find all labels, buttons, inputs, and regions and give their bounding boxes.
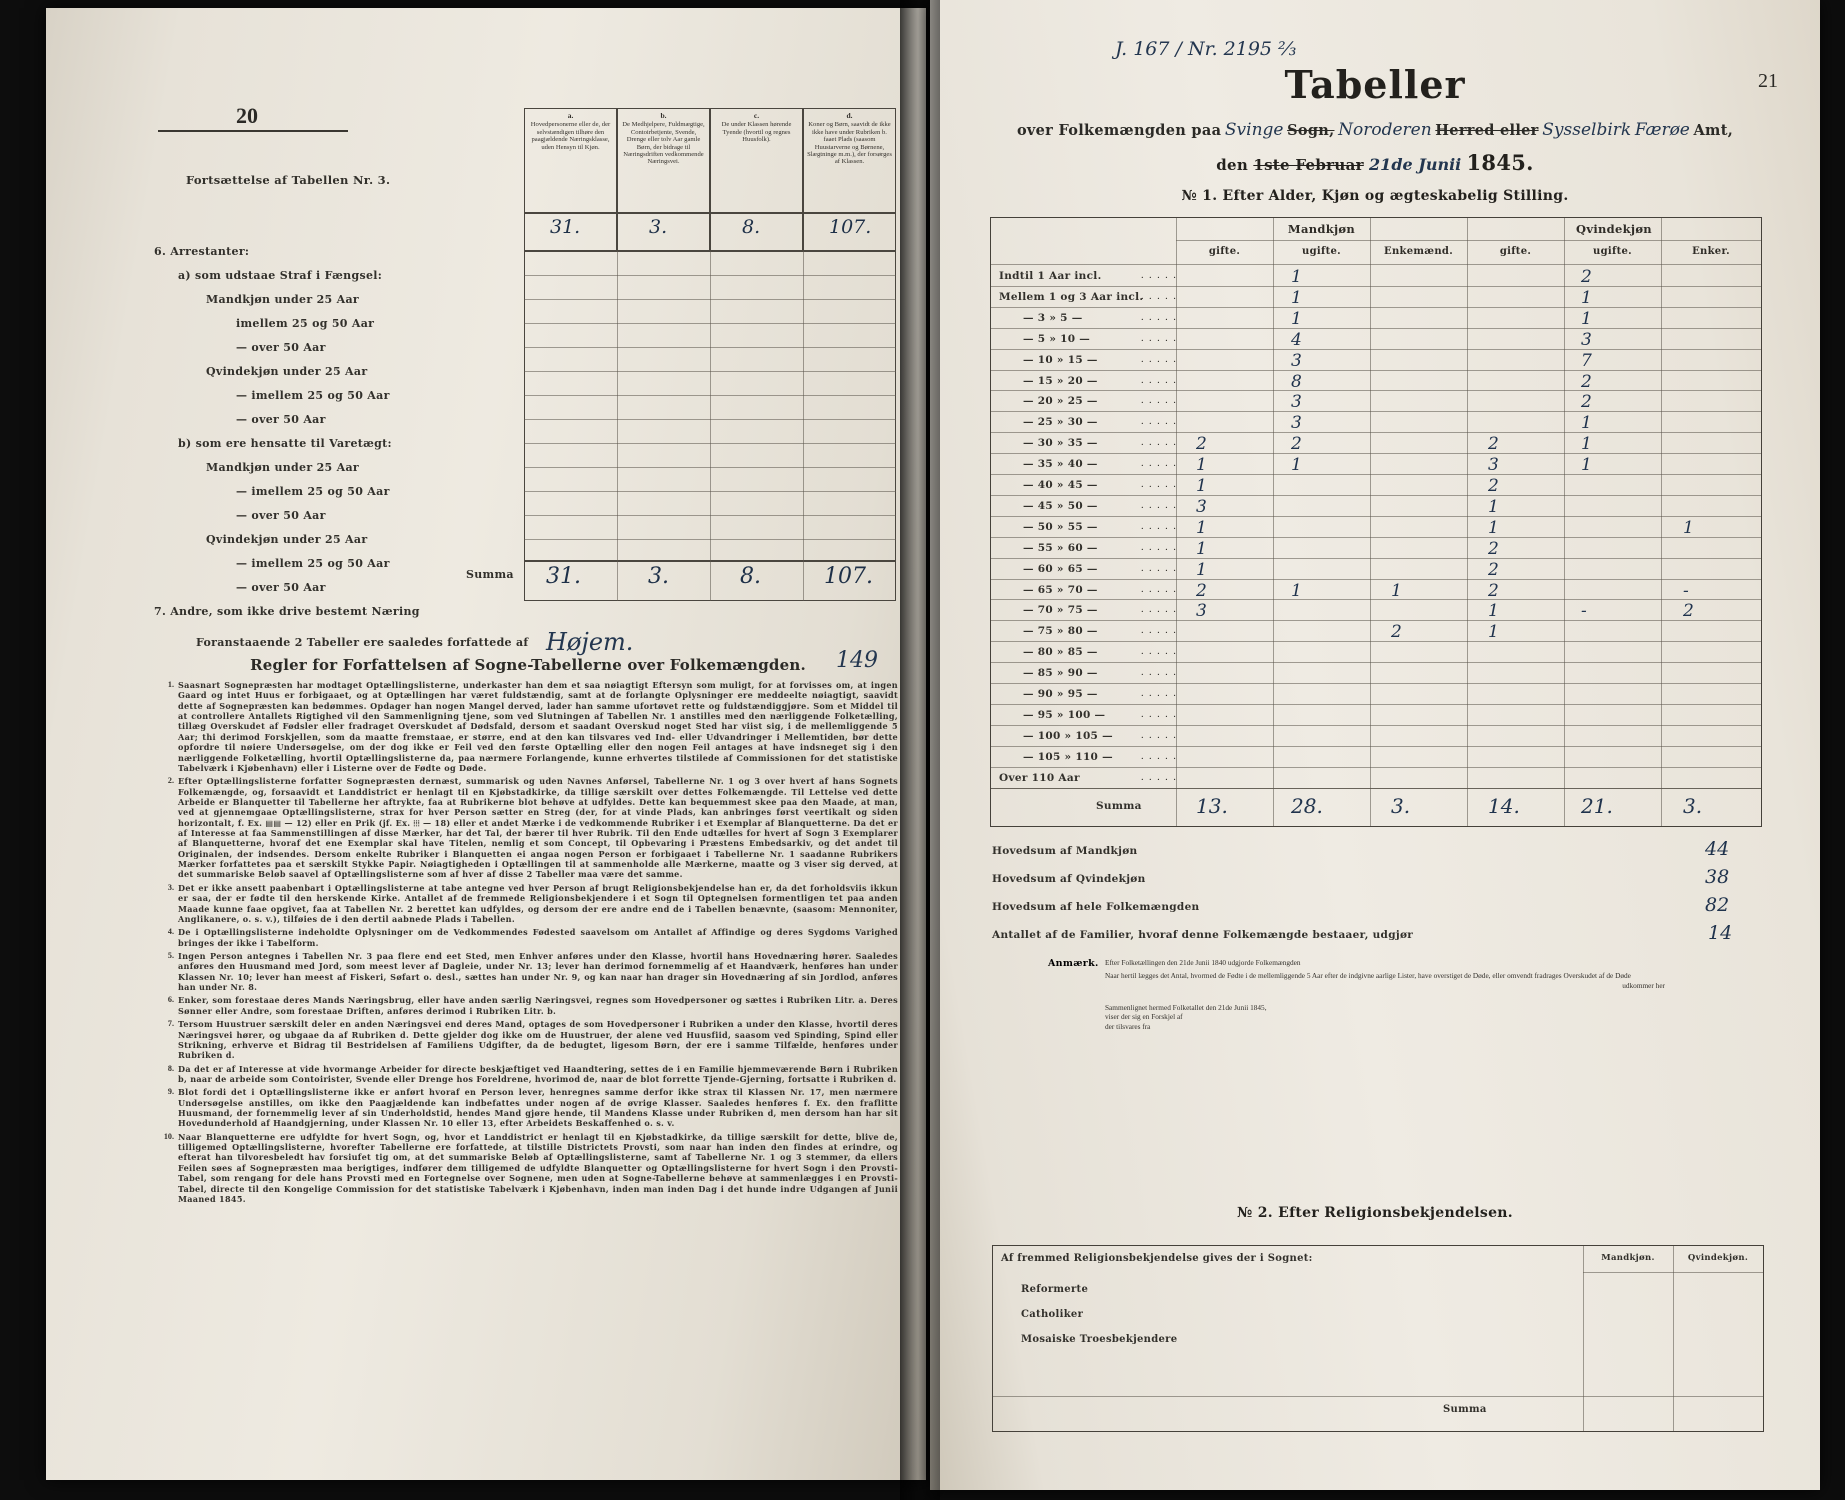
age-row-label: — 15 » 20 —: [1023, 374, 1098, 387]
age-row-label: — 5 » 10 —: [1023, 332, 1091, 345]
rule-text: Det er ikke ansett paabenbart i Optællingslisterne at tabe antegne ved hver Person af brugt Religionsbekjendelse han er, da det forholdsviis ikkun er saa, der er fødte til den herskende Kirke. Antallet af de fremmede Religionsbekjendere i et Sogn til Optegnelsen formentligen tet paa anden Maade kunne faae opgivet, faa at Tabellen Nr. 2 berettet kan udfyldes, og dersom der ere andre end de i Tabellen benævnte, (saasom: Mennoniter, Anglikanere, o. s. v.), tilføies de i den dertil aabnede Plads i Tabellen.: [178, 882, 898, 924]
continuation-caption: Fortsættelse af Tabellen Nr. 3.: [186, 173, 391, 187]
col-header-male-married: gifte.: [1208, 246, 1241, 257]
rule-text: Efter Optællingslisterne forfatter Sognepræsten dernæst, summarisk og uden Navnes Anførsel, Tabellerne Nr. 1 og 3 over hvert af hans Sognets Folkemængde, og, forsaavidt et Landdistrict er henlagt til en Kjøbstadkirke, da tillige særskilt over dettes Folkemængde. Til Lettelse ved dette Arbeide er Blanquetter til Tabellerne her aftrykte, faa at Rubrikerne blot behøve at udfyldes. Dette kan bequemmest skee paa den Maade, at man, ved at gjennemgaae Optællingslisterne, strax for hver Person sætter en Streg (der, for at vinde Plads, kan anbringes først veertikalt og siden horizontalt, f. Ex. ▤▤ — 12) eller en Prik (jf. Ex. ⦙⦙⦙ — 18) eller et andet Mærke i de vedkommende Rubriker i et Exemplar af Blanquetterne. Da det er af Interesse at faa Sammenstillingen af disse Mærker, har det Tal, der bærer til hver Rubrik. Til den Ende udtælles for hvert af Sogn 3 Exemplarer af Blanquetterne, hvoraf det ene Exemplar skal have Titelen, nemlig et som Concept, til Opbevaring i Præstens Embedsarkiv, og det andet til Originalen, der indsendes. Dersom enkelte Rubriker i Blanquetten ei angaa nogen Person er forbigaaet i Tabellerne Nr. 1 saadanne Rubrikers Mærker forfattetes paa et særskilt Stykke Papir. Nøiagtigheden i Optællingen til at sammenholde alle Mærkerne, maatte og 3 viser sig derved, at det summariske Beløb saavel af Optællingslisterne som af hver af disse 2 Tabeller maa være det samme.: [178, 776, 898, 880]
age-row-value: 4: [1291, 329, 1302, 350]
age-row-value: 3: [1291, 413, 1302, 434]
summa-value-female-unmarried: 21.: [1581, 794, 1613, 818]
age-row-label: — 100 » 105 —: [1023, 729, 1113, 742]
summa-value-a: 31.: [546, 564, 581, 589]
leader-dots: . . . . .: [1141, 270, 1178, 281]
religion-intro: Af fremmed Religionsbekjendelse gives der i Sognet:: [1001, 1253, 1313, 1264]
header-value-d: 107.: [829, 216, 872, 238]
rule-text: Tersom Huustruer særskilt deler en anden Næringsvei end deres Mand, optages de som Hovedpersoner i Rubriken a under den Klasse, hvortil deres Næringsvei hører, og ubgaae da af Rubriken d. Dette gjelder dog ikke om de Huustruer, der alene ved Huusfiid, saasom ved Spinding, Spind eller Strikning, erhverve et Bidrag til Bestridelsen af Familiens Udgifter, da de bedugtet, ligesom Børn, der ere i samme Tilfælde, henføres under Rubriken d.: [178, 1019, 898, 1061]
table-row: 6. Arrestanter:: [154, 245, 250, 258]
age-row-value: 1: [1581, 455, 1592, 476]
age-row-label: — 105 » 110 —: [1023, 750, 1113, 763]
leader-dots: . . . . .: [1141, 771, 1178, 783]
table-row: 7. Andre, som ikke drive bestemt Næring: [154, 605, 420, 618]
right-page-sheet: [930, 0, 1820, 1490]
religion-summa-label: Summa: [1443, 1404, 1487, 1415]
age-row-value: 1: [1291, 267, 1302, 287]
age-row-value: 2: [1581, 371, 1592, 392]
age-row-value: 2: [1488, 559, 1499, 580]
age-row-value: 2: [1291, 434, 1302, 455]
table-row: — imellem 25 og 50 Aar: [236, 389, 390, 402]
subtitle-strike-sogn: Sogn,: [1287, 122, 1335, 139]
section-1-title: № 1. Efter Alder, Kjøn og ægteskabelig Stilling.: [1181, 188, 1569, 204]
rule-text: Ingen Person antegnes i Tabellen Nr. 3 paa flere end eet Sted, men Enhver anføres under den Klasse, hvortil hans Hovednæring hører. Saaledes anføres den Huusmand med Jord, som meest lever af Dagleie, under Nr. 13; lever han derimod fornemmelig af et Haandværk, henføres han under Klassen Nr. 10; lever han meest af Fiskeri, Søfart o. desl., sættes han under Nr. 9, og kan naar han drager sin Hovednæring af sin Jordlod, anføres han under Nr. 8.: [178, 950, 898, 993]
age-row-label: Mellem 1 og 3 Aar incl.: [999, 290, 1144, 303]
note-line: Sammenlignet hermed Folketallet den 21de Junii 1845,: [1105, 1002, 1267, 1012]
age-row-value: 1: [1683, 517, 1694, 538]
age-row-value: 2: [1488, 476, 1499, 496]
note-line: udkommer her: [1622, 980, 1665, 990]
age-row-value: 1: [1196, 455, 1207, 476]
age-row-label: — 45 » 50 —: [1023, 499, 1098, 512]
age-row-label: — 60 » 65 —: [1023, 562, 1098, 575]
col-header-widower: Enkemænd.: [1384, 246, 1453, 257]
leader-dots: . . . . .: [1141, 688, 1178, 699]
rules-section: [158, 656, 898, 1207]
age-row-label: — 3 » 5 —: [1023, 311, 1083, 324]
rule-text: De i Optællingslisterne indeholdte Oplysninger om de Vedkommendes Fødested saavelsom om Antallet af Affindige og deres Sygdoms Varighed bringes der ikke i Tabelform.: [178, 927, 898, 948]
summa-value-c: 8.: [740, 564, 761, 589]
leader-dots: . . . . .: [1141, 604, 1178, 616]
leader-dots: . . . . .: [1141, 395, 1178, 407]
table-row: Qvindekjøn under 25 Aar: [206, 365, 368, 378]
subtitle-hand-syssel: Sysselbirk: [1542, 120, 1632, 140]
table-row: Mandkjøn under 25 Aar: [206, 461, 359, 474]
age-row-label: — 75 » 80 —: [1023, 625, 1098, 638]
col-header-widow: Enker.: [1692, 246, 1730, 257]
rule-item: 5. Ingen Person antegnes i Tabellen Nr. 3 paa flere end eet Sted, men Enhver anføres under den Klasse, hvortil hans Hovednæring hører. Saaledes anføres den Huusmand med Jord, som meest lever af Dagleie, under Nr. 13; lever han derimod fornemmelig af et Haandværk, henføres han under Klassen Nr. 10; lever han meest af Fiskeri, Søfart o. desl., sættes han under Nr. 9, og kan naar han drager sin Hovednæring af sin Jordlod, anføres han under Nr. 8.: [167, 950, 898, 993]
age-row-value: 1: [1488, 496, 1499, 517]
age-row-label: — 25 » 30 —: [1023, 416, 1098, 429]
signature: Højem.: [546, 628, 634, 656]
leader-dots: . . . . .: [1141, 520, 1178, 532]
age-row-value: 1: [1581, 308, 1592, 329]
right-page-number: 21: [1758, 70, 1778, 92]
age-row-label: — 30 » 35 —: [1023, 437, 1098, 450]
note-line: Efter Folketællingen den 21de Junii 1840 udgjorde Folkemængden: [1105, 958, 1301, 967]
age-row-value: 1: [1581, 287, 1592, 308]
total-value-population: 82: [1705, 894, 1730, 916]
archive-note: J. 167 / Nr. 2195 ⅔: [1115, 38, 1297, 60]
leader-dots: . . . . .: [1141, 562, 1178, 574]
leader-dots: . . . . .: [1141, 708, 1178, 720]
date-year: 1845.: [1466, 150, 1534, 175]
summa-value-b: 3.: [648, 564, 669, 589]
age-row-label: — 35 » 40 —: [1023, 458, 1098, 471]
note-title: Anmærk.: [1048, 958, 1099, 969]
leader-dots: . . . . .: [1141, 583, 1178, 595]
leader-dots: . . . . .: [1141, 499, 1178, 511]
table-row: — over 50 Aar: [236, 581, 326, 594]
rule-item: 6. Enker, som forestaae deres Mands Næringsbrug, eller have anden særlig Næringsvei, regnes som Hovedpersoner og sættes i Rubriken Litr. a. Deres Sønner eller Andre, som forestaae Driften, anføres derimod i Rubriken Litr. b.: [167, 995, 898, 1016]
leader-dots: . . . . .: [1141, 479, 1178, 490]
age-row-value: 1: [1581, 413, 1592, 434]
subtitle-tail: Amt,: [1693, 122, 1734, 139]
age-row-value: 1: [1196, 476, 1207, 496]
leader-dots: . . . . .: [1141, 729, 1178, 741]
column-header-b: b. De Medhjelpere, Fuldmægtige, Contoirbetjente, Svende, Drenge eller tolv Aar gamle Børn, der bidrage til Næringsdriften vedkommende Næringsvei.: [617, 108, 710, 213]
leader-dots: . . . . .: [1141, 437, 1178, 449]
summa-label: Summa: [466, 568, 514, 581]
age-row-label: — 55 » 60 —: [1023, 541, 1098, 554]
rule-text: Blot fordi det i Optællingslisterne ikke er anført hvoraf en Person lever, henregnes samme derfor ikke strax til Klassen Nr. 17, men nærmere Undersøgelse anstilles, om ikke den Paagjældende kan indbefattes under nogen af de øvrige Klasser. Saaledes henføres f. Ex. den fraflitte Huusmand, der fornemmelig lever af sin Underholdstid, hendes Mand gjøre hende, til Mandens Klasse under Rubriken d, men dersom han har sit Hovedunderhold af Haandgjerning, under Klassen Nr. 10 eller 13, efter Arbeidets Beskaffenhed o. s. v.: [178, 1087, 898, 1129]
table-row: imellem 25 og 50 Aar: [236, 317, 375, 330]
rule-item: 8. Da det er af Interesse at vide hvormange Arbeider for directe beskjæftiget ved Haandtering, settes de i en Familie hjemmeværende Børn i Rubriken b, naar de arbeide som Contoirister, Svende eller Drenge hos Foreldrene, hvorimod de, naar de blot forrette Tjende-Gjerning, fortsatte i Rubriken d.: [167, 1063, 898, 1084]
age-row-value: 3: [1196, 601, 1207, 622]
total-label-female: Hovedsum af Qvindekjøn: [992, 873, 1146, 885]
summa-value-d: 107.: [824, 564, 873, 589]
date-prefix: den: [1216, 156, 1249, 174]
rule-text: Da det er af Interesse at vide hvormange Arbeider for directe beskjæftiget ved Haandtering, settes de i en Familie hjemmeværende Børn i Rubriken b, naar de arbeide som Contoirister, Svende eller Drenge hos Foreldrene, hvorimod de, naar de blot forrette Tjende-Gjerning, fortsatte i Rubriken d.: [178, 1063, 898, 1084]
age-row-value: 1: [1196, 559, 1207, 580]
age-row-value: 3: [1291, 350, 1302, 371]
subtitle-line: [930, 120, 1820, 140]
section-2-title: № 2. Efter Religionsbekjendelsen.: [1237, 1205, 1513, 1221]
leader-dots: . . . . .: [1141, 311, 1178, 323]
table-row: b) som ere hensatte til Varetægt:: [178, 437, 392, 450]
age-row-label: — 90 » 95 —: [1023, 688, 1098, 700]
subtitle-hand-amt: Færøe: [1634, 120, 1690, 140]
table-row: Qvindekjøn under 25 Aar: [206, 533, 368, 546]
age-row-value: 2: [1391, 622, 1402, 643]
table-row: Mandkjøn under 25 Aar: [206, 293, 359, 306]
age-row-label: — 80 » 85 —: [1023, 646, 1098, 659]
age-row-value: 2: [1488, 538, 1499, 559]
rule-text: Saasnart Sognepræsten har modtaget Optællingslisterne, underkaster han dem et saa nøiagtigt Eftersyn som muligt, for at forvisses om, at ingen Gaard og intet Huus er forbigaaet, og at Optællingen har været fuldstændig, samt at de forlangte Oplysninger ere meddeelte nøiagtigt, saavidt dette af Sognepræsten kan bedømmes. Opdager han nogen Mangel derved, lader han samme ufortøvet rette og fuldstændiggjøre. Som et Middel til at controllere Antallets Rigtighed vil den Sammenligning tjene, som ved Slutningen af Tabellen Nr. 1 anstilles med den nærliggende Folketælling, tillæg Overskudet af Fødsler eller fradraget Overskudet af Dødsfald, dersom et saadant Overskud noget Sted har viist sig, i de mellemliggende 5 Aar; thi derimod Forskjellen, som da maatte fremstaae, er større, end at den kan tilsvares ved Ind- eller Udvandringer i Mellemtiden, bør dette opfordre til nøiere Undersøgelse, om der dog ikke er Feil ved den første Optælling eller den nogen Feil antages at have indsneget sig i den nærliggende Folketælling, hvortil Optællingslisterne da, paa nærmere Forlangende, kunne erhvertes tilstilede af Commissionen for det statistiske Tabelværk i Kjøbenhavn) eller i Listerne over de Fødte og Døde.: [178, 680, 898, 773]
leader-dots: . . . . .: [1141, 290, 1178, 302]
age-row-value: 1: [1291, 580, 1302, 601]
total-label-male: Hovedsum af Mandkjøn: [992, 845, 1138, 857]
date-hand: 21de Junii: [1369, 155, 1462, 174]
age-row-label: — 65 » 70 —: [1023, 583, 1098, 596]
age-row-value: 2: [1581, 267, 1592, 287]
note-line: viser der sig en Forskjel af: [1105, 1012, 1183, 1022]
group-header-male: Mandkjøn: [1287, 222, 1356, 236]
leader-dots: . . . . .: [1141, 646, 1178, 658]
rules-title: Regler for Forfattelsen af Sogne-Tabellerne over Folkemængden.: [250, 656, 806, 674]
age-row-label: — 40 » 45 —: [1023, 479, 1098, 491]
column-header-a: a. Hovedpersonerne eller de, der selvstændigen tilhøre den paagjældende Næringsklasse, uden Hensyn til Kjøn.: [524, 108, 617, 213]
rule-item: 1. Saasnart Sognepræsten har modtaget Optællingslisterne, underkaster han dem et saa nøiagtigt Eftersyn som muligt, for at forvisses om, at ingen Gaard og intet Huus er forbigaaet, og at Optællingen har været fuldstændig, samt at de forlangte Oplysninger ere meddeelte nøiagtigt, saavidt dette af Sognepræsten kan bedømmes. Opdager han nogen Mangel derved, lader han samme ufortøvet rette og fuldstændiggjøre. Som et Middel til at controllere Antallets Rigtighed vil den Sammenligning tjene, som ved Slutningen af Tabellen Nr. 1 anstilles med den nærliggende Folketælling, tillæg Overskudet af Fødsler eller fradraget Overskudet af Dødsfald, dersom et saadant Overskud noget Sted har viist sig, i de mellemliggende 5 Aar; thi derimod Forskjellen, som da maatte fremstaae, er større, end at den kan tilsvares ved Ind- eller Udvandringer i Mellemtiden, bør dette opfordre til nøiere Undersøgelse, om der dog ikke er Feil ved den første Optælling eller den nogen Feil antages at have indsneget sig i den nærliggende Folketælling, hvortil Optællingslisterne da, paa nærmere Forlangende, kunne erhvertes tilstilede af Commissionen for det statistiske Tabelværk i Kjøbenhavn) eller i Listerne over de Fødte og Døde.: [167, 680, 898, 773]
total-label-families: Antallet af de Familier, hvoraf denne Folkemængde bestaaer, udgjør: [992, 929, 1414, 941]
total-value-male: 44: [1705, 838, 1730, 860]
age-row-value: 1: [1291, 287, 1302, 308]
table-row: — over 50 Aar: [236, 509, 326, 522]
leader-dots: . . . . .: [1141, 353, 1178, 365]
total-label-population: Hovedsum af hele Folkemængden: [992, 901, 1200, 913]
age-row-label: — 50 » 55 —: [1023, 520, 1098, 533]
religion-table: [992, 1245, 1764, 1432]
col-header-female-married: gifte.: [1499, 246, 1532, 257]
age-row-label: — 10 » 15 —: [1023, 353, 1098, 366]
age-row-value: 1: [1488, 622, 1499, 643]
age-row-value: -: [1581, 601, 1587, 622]
religion-row-mosaic: Mosaiske Troesbekjendere: [1021, 1334, 1178, 1345]
age-row-value: 2: [1488, 434, 1499, 455]
leader-dots: . . . . .: [1141, 750, 1178, 762]
column-header-c: c. De under Klassen hørende Tyende (hvortil og regnes Huusfolk).: [710, 108, 803, 213]
leader-dots: . . . . .: [1141, 374, 1178, 386]
margin-number: 149: [836, 648, 878, 673]
age-row-value: 1: [1196, 538, 1207, 559]
header-value-c: 8.: [742, 216, 761, 238]
age-row-label: — 70 » 75 —: [1023, 604, 1098, 617]
left-table-header: [524, 108, 896, 589]
total-value-female: 38: [1705, 866, 1730, 888]
rule-item: 2. Efter Optællingslisterne forfatter Sognepræsten dernæst, summarisk og uden Navnes Anførsel, Tabellerne Nr. 1 og 3 over hvert af hans Sognets Folkemængde, og, forsaavidt et Landdistrict er henlagt til en Kjøbstadkirke, da tillige særskilt over dettes Folkemængde. Til Lettelse ved dette Arbeide er Blanquetter til Tabellerne her aftrykte, faa at Rubrikerne blot behøve at udfyldes. Dette kan bequemmest skee paa den Maade, at man, ved at gjennemgaae Optællingslisterne, strax for hver Person sætter en Streg (der, for at vinde Plads, kan anbringes først veertikalt og siden horizontalt, f. Ex. ▤▤ — 12) eller en Prik (jf. Ex. ⦙⦙⦙ — 18) eller et andet Mærke i de vedkommende Rubriker i et Exemplar af Blanquetterne. Da det er af Interesse at faa Sammenstillingen af disse Mærker, har det Tal, der bærer til hver Rubrik. Til den Ende udtælles for hvert af Sogn 3 Exemplarer af Blanquetterne, hvoraf det ene Exemplar skal have Titelen, nemlig et som Concept, til Opbevaring i Præstens Embedsarkiv, og det andet til Originalen, der indsendes. Dersom enkelte Rubriker i Blanquetten ei angaa nogen Person er forbigaaet i Tabellerne Nr. 1 saadanne Rubrikers Mærker forfattetes paa et særskilt Stykke Papir. Nøiagtigheden i Optællingen til at sammenholde alle Mærkerne, maatte og 3 viser sig derved, at det summariske Beløb saavel af Optællingslisterne som af hver af disse 2 Tabeller maa være det samme.: [167, 776, 898, 880]
page-number-rule: [158, 130, 348, 132]
religion-col-female: Qvindekjøn.: [1687, 1253, 1749, 1263]
summa-value-widow: 3.: [1683, 794, 1703, 818]
note-line: Naar hertil lægges det Antal, hvormed de Fødte i de mellemliggende 5 Aar efter de indgivne aarlige Lister, have overstiget de Døde, eller omvendt fradrages Overskudet af de Døde: [1105, 970, 1631, 980]
book-gutter-shadow: [900, 0, 940, 1500]
age-row-value: 1: [1581, 434, 1592, 455]
age-row-value: 1: [1291, 455, 1302, 476]
header-value-a: 31.: [550, 216, 581, 238]
leader-dots: . . . . .: [1141, 625, 1178, 637]
age-row-value: 8: [1291, 371, 1302, 392]
religion-row-catholic: Catholiker: [1021, 1309, 1084, 1320]
leader-dots: . . . . .: [1141, 667, 1178, 679]
age-row-value: 1: [1291, 308, 1302, 329]
header-value-b: 3.: [649, 216, 668, 238]
note-line: der tilsvares fra: [1105, 1022, 1151, 1032]
age-row-label: — 85 » 90 —: [1023, 667, 1098, 680]
date-strike: 1ste Februar: [1253, 156, 1364, 174]
left-page-number: 20: [236, 103, 258, 128]
group-header-female: Qvindekjøn: [1576, 222, 1652, 236]
date-line: [930, 150, 1820, 176]
rule-text: Naar Blanquetterne ere udfyldte for hvert Sogn, og, hvor et Landdistrict er henlagt til en Kjøbstadkirke, da tillige særskilt for dette, blive de, tilligemed Optællingslisterne, hvorefter Tabellerne ere forfattede, at tilstille Districtets Provsti, som naar han inden den findes at erindre, og efterat han tilvoresbeledt hav forsiufet tig om, at det summariske Beløb af Optællingslisterne, samt af Tabellerne Nr. 1 og 3 stemmer, da ellers Feilen søes af Sognepræsten maa berigtiges, indfører dem tilligemed de udfyldte Blanquetter og Optællingslisterne for hvert Sogn i den Provsti-Tabel, som rengang for dele hans Provsti med en Fortegnelse over Sognene, men uden at Sogne-Tabellerne behøve at sammenlægges i en Provsti-Tabel, directe til den Kongelige Commission for det statistiske Tabelværk i Kjøbenhavn, inden man inden Dag i det hunde indre Udgangen af Junii Maaned 1845.: [178, 1131, 898, 1204]
age-row-value: 1: [1488, 601, 1499, 622]
table-row: — imellem 25 og 50 Aar: [236, 485, 390, 498]
age-row-value: 3: [1196, 496, 1207, 517]
table-row: — imellem 25 og 50 Aar: [236, 557, 390, 570]
age-row-label: Over 110 Aar: [999, 771, 1080, 784]
signature-line-label: Foranstaaende 2 Tabeller ere saaledes forfattede af: [196, 636, 529, 649]
age-sex-marital-table: [990, 217, 1762, 827]
page-title: Tabeller: [1284, 62, 1466, 107]
age-row-value: -: [1683, 580, 1689, 601]
age-row-label: Indtil 1 Aar incl.: [999, 270, 1102, 282]
total-value-families: 14: [1708, 922, 1733, 944]
rule-item: 9. Blot fordi det i Optællingslisterne ikke er anført hvoraf en Person lever, henregnes samme derfor ikke strax til Klassen Nr. 17, men nærmere Undersøgelse anstilles, om ikke den Paagjældende kan indbefattes under nogen af de øvrige Klasser. Saaledes henføres f. Ex. den fraflitte Huusmand, der fornemmelig lever af sin Underholdstid, hendes Mand gjøre hende, til Mandens Klasse under Rubriken d, men dersom han har sit Hovedunderhold af Haandgjerning, under Klassen Nr. 10 eller 13, efter Arbeidets Beskaffenhed o. s. v.: [167, 1087, 898, 1129]
table-row: a) som udstaae Straf i Fængsel:: [178, 269, 383, 282]
summa-value-female-married: 14.: [1488, 794, 1520, 818]
leader-dots: . . . . .: [1141, 541, 1178, 553]
age-row-value: 2: [1683, 601, 1694, 622]
age-row-value: 2: [1196, 434, 1207, 455]
col-header-female-unmarried: ugifte.: [1593, 246, 1632, 257]
leader-dots: . . . . .: [1141, 416, 1178, 428]
leader-dots: . . . . .: [1141, 458, 1178, 470]
rule-item: 3. Det er ikke ansett paabenbart i Optællingslisterne at tabe antegne ved hver Person af brugt Religionsbekjendelse han er, da det forholdsviis ikkun er saa, der er fødte til den herskende Kirke. Antallet af de fremmede Religionsbekjendere i et Sogn til Optegnelsen formentligen tet paa anden Maade kunne faae opgivet, faa at Tabellen Nr. 2 berettet kan udfyldes, og dersom der ere andre end de i Tabellen benævnte, (saasom: Mennoniter, Anglikanere, o. s. v.), tilføies de i den dertil aabnede Plads i Tabellen.: [167, 882, 898, 924]
subtitle-strike-herred: Herred eller: [1435, 122, 1539, 139]
rule-text: Enker, som forestaae deres Mands Næringsbrug, eller have anden særlig Næringsvei, regnes som Hovedpersoner og sættes i Rubriken Litr. a. Deres Sønner eller Andre, som forestaae Driften, anføres derimod i Rubriken Litr. b.: [178, 995, 898, 1016]
age-row-value: 2: [1488, 580, 1499, 601]
subtitle-hand-herred: Noroderen: [1338, 120, 1432, 140]
age-row-label: — 95 » 100 —: [1023, 708, 1106, 721]
age-row-label: — 20 » 25 —: [1023, 395, 1098, 408]
summa-value-widower: 3.: [1391, 794, 1411, 818]
subtitle-hand-parish: Svinge: [1224, 120, 1284, 140]
age-row-value: 3: [1581, 329, 1592, 350]
rule-item: 10. Naar Blanquetterne ere udfyldte for hvert Sogn, og, hvor et Landdistrict er henlagt til en Kjøbstadkirke, da tillige særskilt for dette, blive de, tilligemed Optællingslisterne, hvorefter Tabellerne ere forfattede, at tilstille Districtets Provsti, som naar han inden den findes at erindre, og efterat han tilvoresbeledt hav forsiufet tig om, at det summariske Beløb af Optællingslisterne, samt af Tabellerne Nr. 1 og 3 stemmer, da ellers Feilen søes af Sognepræsten maa berigtiges, indfører dem tilligemed de udfyldte Blanquetter og Optællingslisterne for hvert Sogn i den Provsti-Tabel, som rengang for dele hans Provsti med en Fortegnelse over Sognene, men uden at Sogne-Tabellerne behøve at sammenlægges i en Provsti-Tabel, directe til den Kongelige Commission for det statistiske Tabelværk i Kjøbenhavn, inden man inden Dag i det hunde indre Udgangen af Junii Maaned 1845.: [163, 1131, 898, 1204]
age-row-value: 2: [1581, 392, 1592, 413]
column-header-d: d. Koner og Børn, saavidt de ikke ikke have under Rubriken b. faaet Plads (saasom Huustarverne og Børnene, Slægtninge m.m.), der forsørges af Klassen.: [803, 108, 896, 213]
subtitle-prefix: over Folkemængden paa: [1016, 122, 1222, 139]
col-header-male-unmarried: ugifte.: [1302, 246, 1341, 257]
table-row: — over 50 Aar: [236, 413, 326, 426]
rule-item: 7. Tersom Huustruer særskilt deler en anden Næringsvei end deres Mand, optages de som Hovedpersoner i Rubriken a under den Klasse, hvortil deres Næringsvei hører, og ubgaae da af Rubriken d. Dette gjelder dog ikke om de Huustruer, der alene ved Huusfiid, saasom ved Spinding, Spind eller Strikning, erhverve et Bidrag til Bestridelsen af Familiens Udgifter, da de bedugtet, ligesom Børn, der ere i samme Tilfælde, henføres under Rubriken d.: [167, 1019, 898, 1061]
age-row-value: 1: [1391, 580, 1402, 601]
summa-value-male-unmarried: 28.: [1291, 794, 1323, 818]
religion-col-male: Mandkjøn.: [1601, 1253, 1655, 1263]
age-row-value: 1: [1488, 517, 1499, 538]
summa-label: Summa: [1096, 800, 1142, 812]
age-row-value: 3: [1488, 455, 1499, 476]
leader-dots: . . . . .: [1141, 332, 1178, 344]
summa-value-male-married: 13.: [1196, 794, 1228, 818]
religion-row-reformed: Reformerte: [1021, 1284, 1089, 1295]
age-row-value: 7: [1581, 350, 1592, 371]
age-row-value: 1: [1196, 517, 1207, 538]
age-row-value: 2: [1196, 580, 1207, 601]
rule-item: 4. De i Optællingslisterne indeholdte Oplysninger om de Vedkommendes Fødested saavelsom om Antallet af Affindige og deres Sygdoms Varighed bringes der ikke i Tabelform.: [167, 927, 898, 948]
left-page-sheet: [46, 8, 926, 1480]
table-row: — over 50 Aar: [236, 341, 326, 354]
age-row-value: 3: [1291, 392, 1302, 413]
